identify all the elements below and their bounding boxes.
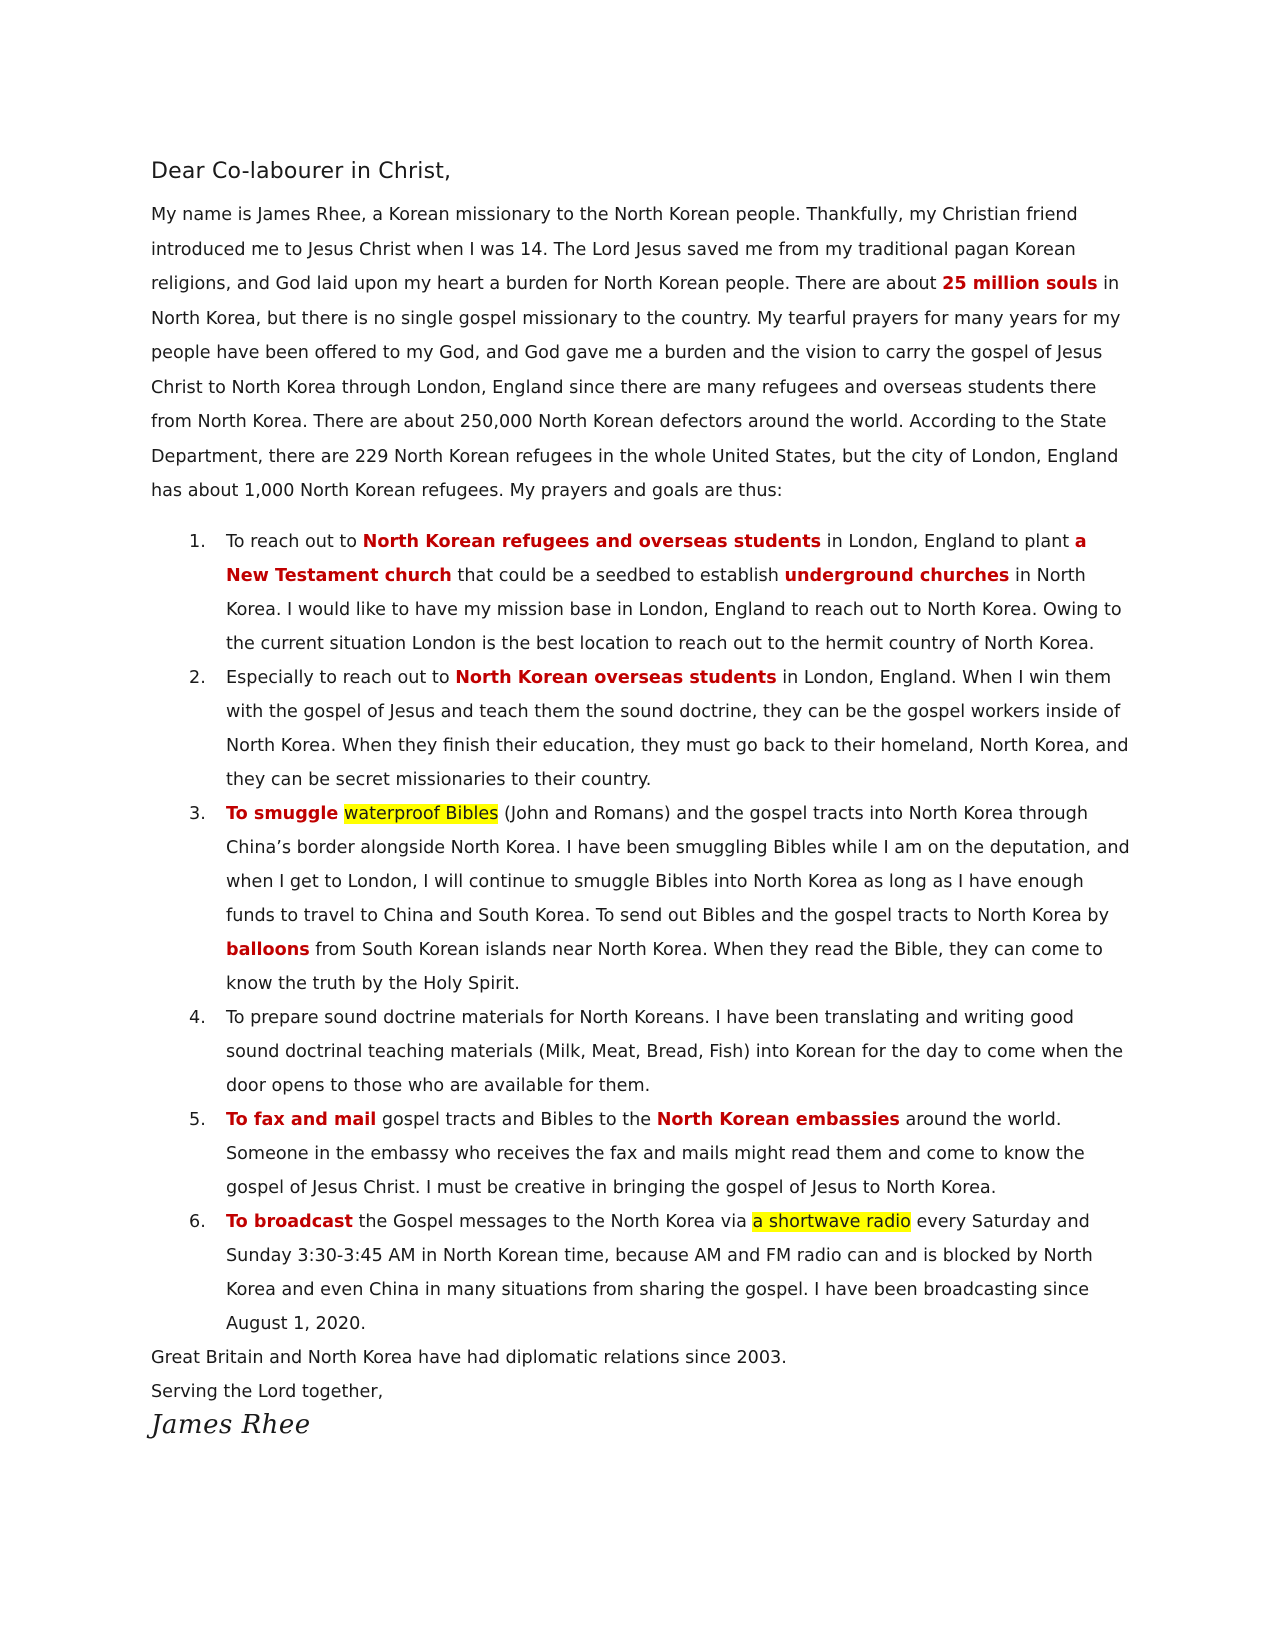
text-run: (John and Romans) and the gospel tracts into North Korea through China’s border alongside North Korea. I have been smuggling Bibles while I am on the deputation, and when I get to London, I will continue to smuggle Bibles into North Korea as long as I have enough funds to travel to China and South Korea. To send out Bibles and the gospel tracts to North Korea by <box>226 803 1130 926</box>
text-run: from South Korean islands near North Korea. When they read the Bible, they can come to know the truth by the Holy Spirit. <box>226 939 1103 994</box>
text-run: in London, England. When I win them with the gospel of Jesus and teach them the sound doctrine, they can be the gospel workers inside of North Korea. When they finish their education, they must go back to their homeland, North Korea, and they can be secret missionaries to their country. <box>226 667 1129 790</box>
goal-item <box>151 1103 1131 1205</box>
text-run: To prepare sound doctrine materials for North Koreans. I have been translating and writing good sound doctrinal teaching materials (Milk, Meat, Bread, Fish) into Korean for the day to come when the door opens to those who are available for them. <box>226 1007 1124 1096</box>
relations-note: Great Britain and North Korea have had diplomatic relations since 2003. <box>151 1347 787 1368</box>
text-run: in North Korea. I would like to have my mission base in London, England to reach out to North Korea. Owing to the current situation London is the best location to reach out to the hermit country of North Korea. <box>226 565 1122 654</box>
text-run: My name is James Rhee, a Korean missionary to the North Korean people. Thankfully, my Christian friend introduced me to Jesus Christ when I was 14. The Lord Jesus saved me from my traditional pagan Korean religions, and God laid upon my heart a burden for North Korean people. There are about <box>151 205 1078 294</box>
goal-number: 1. <box>189 531 206 552</box>
emphasis-text: To smuggle <box>226 803 339 824</box>
emphasis-text: a New Testament church <box>226 531 1087 586</box>
goal-text <box>226 1008 1123 1096</box>
emphasis-text: North Korean refugees and overseas students <box>362 531 822 552</box>
text-run: in London, England to plant <box>821 531 1075 552</box>
greeting: Dear Co-labourer in Christ, <box>151 159 452 184</box>
emphasis-text: balloons <box>226 939 310 960</box>
emphasis-text: To fax and mail <box>226 1109 377 1130</box>
closing-line: Serving the Lord together, <box>151 1382 384 1402</box>
intro-paragraph <box>151 198 1131 509</box>
text-run: that could be a seedbed to establish <box>451 565 785 586</box>
goal-item <box>151 1205 1131 1341</box>
text-run: in North Korea, but there is no single gospel missionary to the country. My tearful prayers for many years for my people have been offered to my God, and God gave me a burden and the vision to carry the gospel of Jesus Christ to North Korea through London, England since there are many refugees and overseas students there from North Korea. There are about 250,000 North Korean defectors around the world. According to the State Department, there are 229 North Korean refugees in the whole United States, but the city of London, England has about 1,000 North Korean refugees. My prayers and goals are thus: <box>151 274 1121 501</box>
goal-text <box>226 532 1122 654</box>
emphasis-text: underground churches <box>784 565 1010 586</box>
goal-text <box>226 668 1129 790</box>
text-run: around the world. Someone in the embassy who receives the fax and mails might read them and come to know the gospel of Jesus Christ. I must be creative in bringing the gospel of Jesus to North Korea. <box>226 1109 1085 1198</box>
signature: James Rhee <box>151 1409 311 1440</box>
goals-list <box>151 525 1131 1341</box>
goal-item <box>151 1001 1131 1103</box>
goal-number: 4. <box>189 1007 206 1028</box>
text-run: gospel tracts and Bibles to the <box>376 1109 657 1130</box>
text-run: the Gospel messages to the North Korea via <box>352 1211 753 1232</box>
emphasis-text: 25 million souls <box>942 274 1098 294</box>
goal-text <box>226 1212 1093 1334</box>
goal-item <box>151 525 1131 661</box>
text-run: To reach out to <box>226 531 363 552</box>
text-run: Especially to reach out to <box>226 667 456 688</box>
emphasis-text: To broadcast <box>226 1211 353 1232</box>
goal-item <box>151 797 1131 1001</box>
goal-number: 3. <box>189 803 206 824</box>
letter-body <box>151 155 1131 1440</box>
text-run: every Saturday and Sunday 3:30-3:45 AM in North Korean time, because AM and FM radio can and is blocked by North Korea and even China in many situations from sharing the gospel. I have been broadcasting since August 1, 2020. <box>226 1211 1093 1334</box>
goal-text <box>226 804 1130 994</box>
goal-number: 6. <box>189 1211 206 1232</box>
goal-item <box>151 661 1131 797</box>
highlighted-text: a shortwave radio <box>752 1211 911 1232</box>
goal-number: 2. <box>189 667 206 688</box>
emphasis-text: North Korean embassies <box>656 1109 900 1130</box>
highlighted-text: waterproof Bibles <box>343 803 499 824</box>
goal-number: 5. <box>189 1109 206 1130</box>
goal-text <box>226 1110 1085 1198</box>
emphasis-text: North Korean overseas students <box>455 667 777 688</box>
